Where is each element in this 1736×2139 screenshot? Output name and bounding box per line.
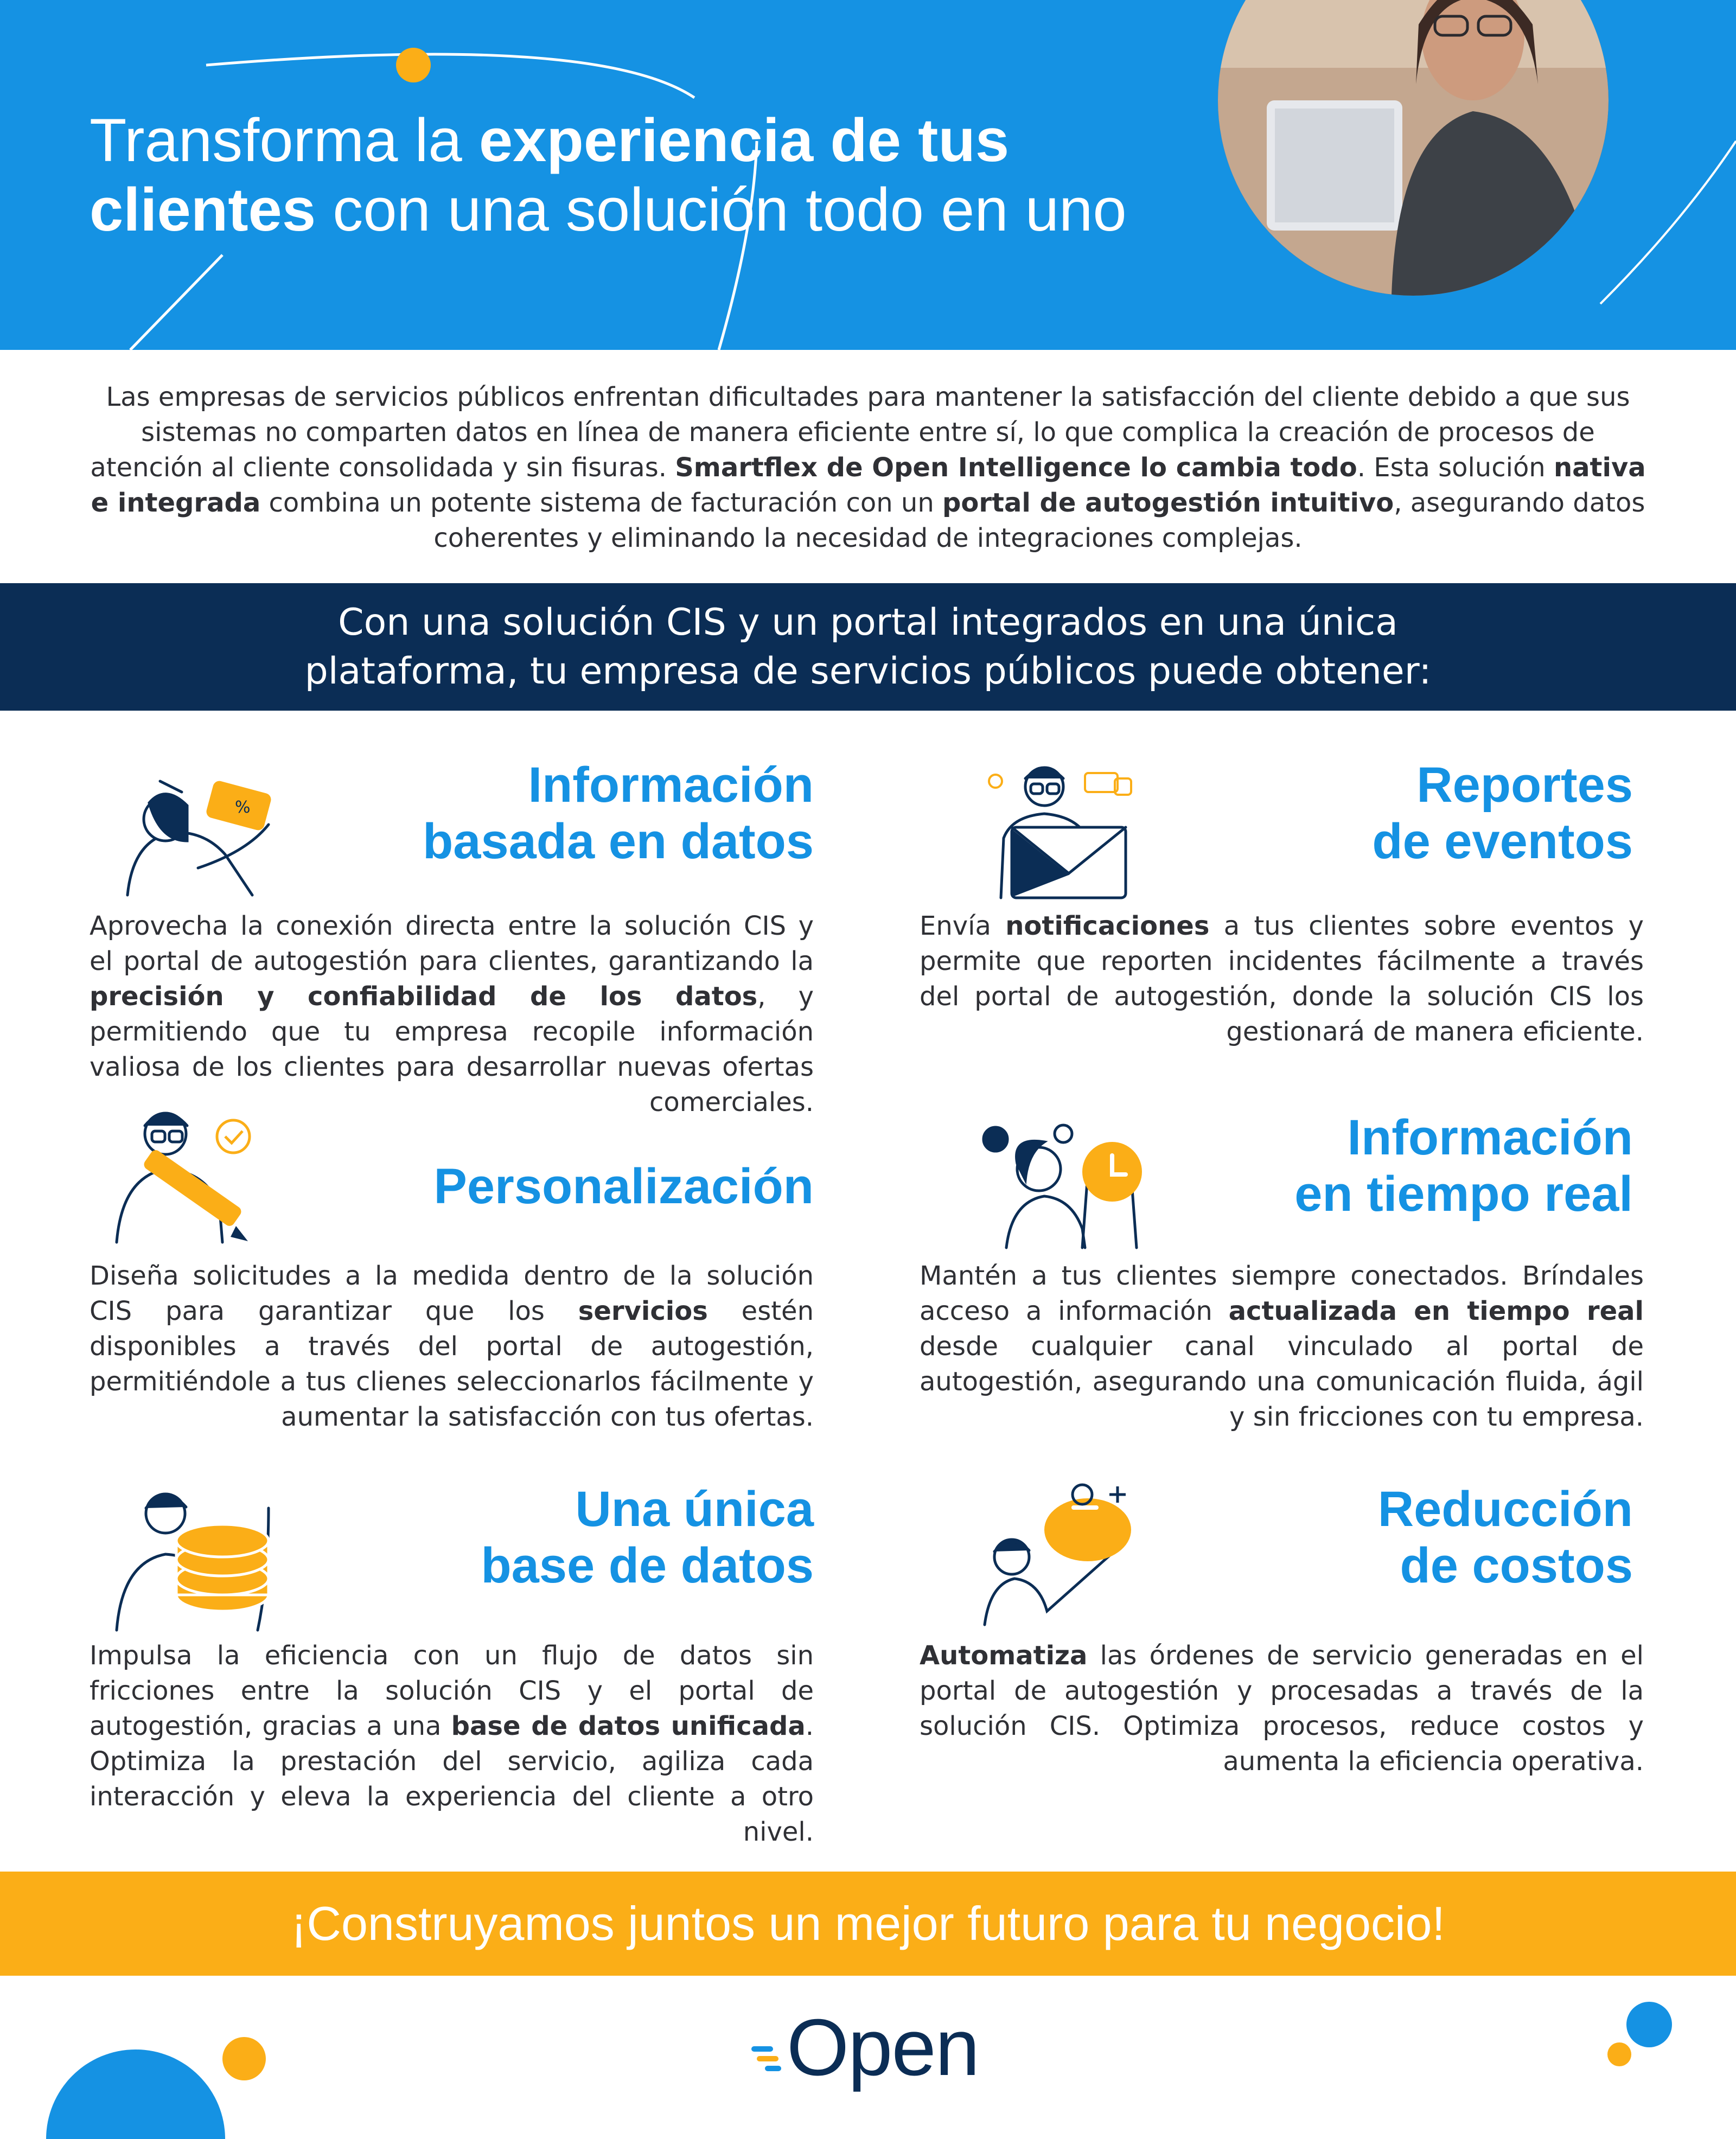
svg-text:%: % bbox=[235, 798, 251, 817]
feature-title: Reducción de costos bbox=[1377, 1482, 1633, 1593]
blue-circle bbox=[46, 2049, 225, 2139]
feature-cost-reduction bbox=[1248, 1481, 1633, 1594]
feature-title: Personalización bbox=[433, 1159, 814, 1214]
feature-title: Reportes de eventos bbox=[1372, 757, 1633, 869]
feature-title: Información en tiempo real bbox=[1294, 1110, 1633, 1222]
feature-personalization bbox=[358, 1158, 814, 1215]
feature-title: Una única base de datos bbox=[481, 1482, 814, 1593]
feature-description: Diseña solicitudes a la medida dentro de la solución CIS para garantizar que los servicios estén disponibles a través del portal de autogestión, permitiéndole a tus clienes seleccionarlos fácilmente y aumentar la satisfacción con tus ofertas. bbox=[90, 1261, 814, 1432]
open-logo: Open bbox=[787, 2003, 979, 2092]
feature-title: Información basada en datos bbox=[423, 757, 814, 869]
feature-description: Envía notificaciones a tus clientes sobre eventos y permite que reporten incidentes fácilmente a través del portal de autogestión, donde la solución CIS los gestionará de manera eficiente. bbox=[920, 911, 1644, 1047]
person-with-database-icon bbox=[106, 1481, 285, 1633]
yellow-circle bbox=[222, 2037, 266, 2080]
feature-event-reports bbox=[1248, 757, 1633, 870]
person-with-pencil-icon bbox=[106, 1101, 269, 1248]
feature-description: Impulsa la eficiencia con un flujo de datos sin fricciones entre la solución CIS y el portal de autogestión, gracias a una base de datos unificada. Optimiza la prestación del servicio, agiliza cada interacción y eleva la experiencia del cliente a otro nivel. bbox=[90, 1640, 814, 1847]
person-with-clock-icon bbox=[974, 1109, 1153, 1250]
hero-title: Transforma la experiencia de tus clientes con una solución todo en uno bbox=[90, 106, 1127, 244]
intro-paragraph: Las empresas de servicios públicos enfrentan dificultades para mantener la satisfacción del cliente debido a que sus sistemas no comparten datos en línea de manera eficiente entre sí, lo que complica la creación de procesos de atención al cliente consolidada y sin fisuras. Smartflex de Open Intelligence lo cambia todo. Esta solución nativa e integrada combina un potente sistema de facturación con un portal de autogestión intuitivo, asegurando datos coherentes y eliminando la necesidad de integraciones complejas. bbox=[90, 382, 1646, 553]
feature-description: Aprovecha la conexión directa entre la solución CIS y el portal de autogestión para clientes, garantizando la precisión y confiabilidad de los datos, y permitiendo que tu empresa recopile información valiosa de los clientes para desarrollar nuevas ofertas comerciales. bbox=[90, 911, 814, 1118]
blue-dot bbox=[1626, 2002, 1672, 2047]
benefits-band-text: Con una solución CIS y un portal integrados en una única plataforma, tu empresa de servicios públicos puede obtener: bbox=[304, 601, 1432, 693]
feature-data-driven bbox=[358, 757, 814, 870]
feature-real-time-info bbox=[1194, 1109, 1633, 1222]
yellow-dot bbox=[396, 48, 431, 82]
person-with-tag-icon bbox=[106, 759, 290, 911]
person-with-piggy-bank-icon bbox=[979, 1481, 1142, 1627]
cta-text: ¡Construyamos juntos un mejor futuro para tu negocio! bbox=[291, 1897, 1445, 1950]
hero-banner bbox=[0, 0, 1736, 350]
feature-single-database bbox=[358, 1481, 814, 1594]
person-with-envelope-icon bbox=[979, 757, 1142, 903]
yellow-dot bbox=[1607, 2042, 1631, 2066]
feature-description: Automatiza las órdenes de servicio generadas en el portal de autogestión y procesadas a través de la solución CIS. Optimiza procesos, reduce costos y aumenta la eficiencia operativa. bbox=[920, 1640, 1644, 1777]
feature-description: Mantén a tus clientes siempre conectados. Bríndales acceso a información actualizada en tiempo real desde cualquier canal vinculado al portal de autogestión, asegurando una comunicación fluida, ágil y sin fricciones con tu empresa. bbox=[920, 1261, 1644, 1432]
